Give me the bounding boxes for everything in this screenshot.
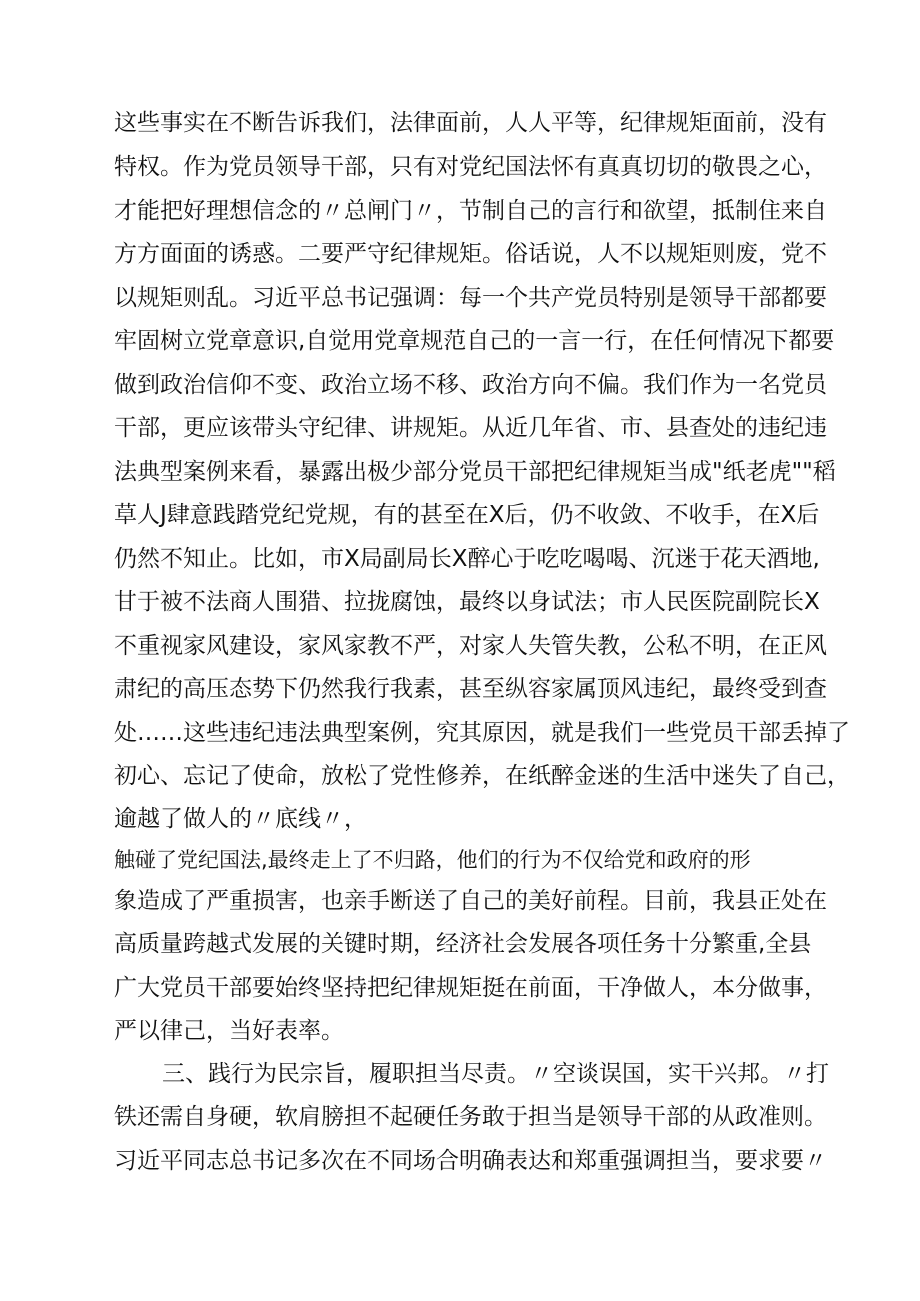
text-line-8: 干部，更应该带头守纪律、讲规矩。从近几年省、市、县查处的违纪违 [114,415,827,441]
text-line-17: 逾越了做人的〃底线〃， [114,806,367,832]
text-line-7: 做到政治信仰不变、政治立场不移、政治方向不偏。我们作为一名党员 [114,372,827,398]
text-line-12: 甘于被不法商人围猎、拉拢腐蚀，最终以身试法；市人民医院副院长X [114,589,820,615]
text-line-23: 三、践行为民宗旨，履职担当尽责。〃空谈误国，实干兴邦。〃打 [162,1061,829,1087]
text-line-11: 仍然不知止。比如，市X局副局长X醉心于吃吃喝喝、沉迷于花天酒地, [114,546,820,572]
text-line-25: 习近平同志总书记多次在不同场合明确表达和郑重强调担当，要求要〃 [114,1148,827,1174]
text-line-16: 初心、忘记了使命，放松了党性修养，在纸醉金迷的生活中迷失了自己， [114,763,850,789]
text-line-13: 不重视家风建设，家风家教不严，对家人失管失教，公私不明，在正风 [114,633,827,659]
text-line-19: 象造成了严重损害，也亲手断送了自己的美好前程。目前，我县正处在 [114,888,827,914]
text-line-24: 铁还需自身硬，软肩膀担不起硬任务敢于担当是领导干部的从政准则。 [114,1104,827,1130]
text-line-9: 法典型案例来看，暴露出极少部分党员干部把纪律规矩当成"纸老虎""稻 [114,459,836,485]
text-line-3: 才能把好理想信念的〃总闸门〃，节制自己的言行和欲望，抵制住来自 [114,198,827,224]
text-line-6: 牢固树立党章意识,自觉用党章规范自己的一言一行，在任何情况下都要 [114,328,835,354]
text-line-21: 广大党员干部要始终坚持把纪律规矩挺在前面，干净做人，本分做事， [114,975,827,1001]
text-line-15: 处……这些违纪违法典型案例，究其原因，就是我们一些党员干部丢掉了 [114,720,850,746]
text-line-20: 高质量跨越式发展的关键时期，经济社会发展各项任务十分繁重,全县 [114,931,812,957]
text-line-10: 草人J肆意践踏党纪党规，有的甚至在X后，仍不收敛、不收手，在X后 [114,502,820,528]
text-line-22: 严以律己，当好表率。 [114,1018,344,1044]
text-line-4: 方方面面的诱惑。二要严守纪律规矩。俗话说，人不以规矩则废，党不 [114,241,827,267]
text-line-18: 触碰了党纪国法,最终走上了不归路，他们的行为不仅给党和政府的形 [114,848,751,872]
text-line-14: 肃纪的高压态势下仍然我行我素，甚至纵容家属顶风违纪，最终受到查 [114,676,827,702]
text-line-5: 以规矩则乱。习近平总书记强调：每一个共产党员特别是领导干部都要 [114,285,827,311]
text-line-1: 这些事实在不断告诉我们，法律面前，人人平等，纪律规矩面前，没有 [114,110,827,136]
text-line-2: 特权。作为党员领导干部，只有对党纪国法怀有真真切切的敬畏之心， [114,154,827,180]
